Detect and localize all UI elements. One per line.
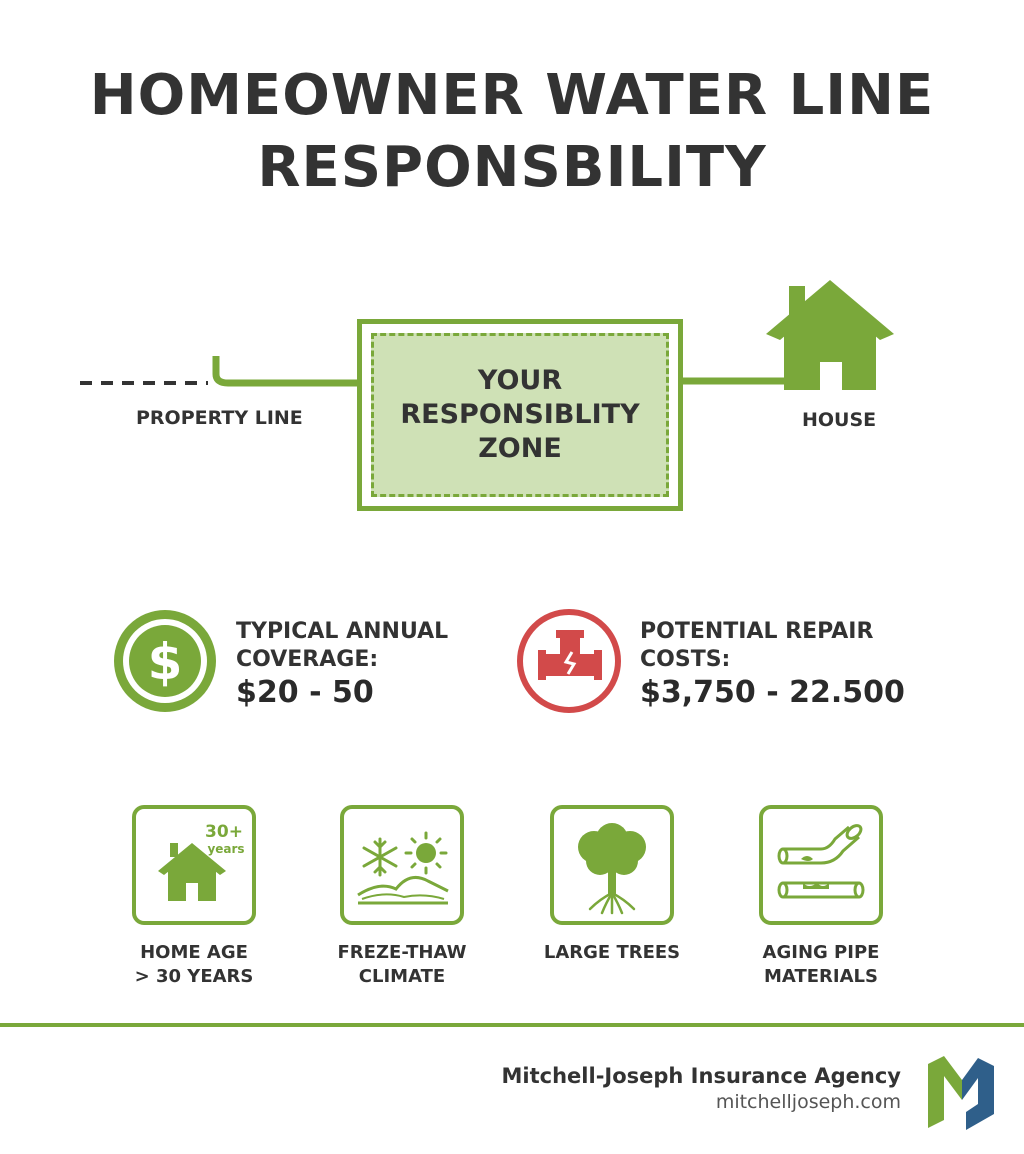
aging-pipe-icon — [759, 805, 883, 925]
dollar-icon — [112, 608, 218, 714]
factor-large-trees — [522, 805, 702, 965]
responsibility-zone — [357, 319, 683, 511]
tree-roots-icon — [550, 805, 674, 925]
company-logo — [926, 1054, 996, 1130]
sun-icon — [406, 833, 446, 873]
repair-label-1: POTENTIAL REPAIR — [640, 619, 874, 644]
factor-4-label-1: AGING PIPE — [762, 942, 880, 963]
old-house-icon — [132, 805, 256, 925]
factor-freeze-thaw — [312, 805, 492, 989]
zone-line-3: ZONE — [478, 433, 562, 464]
snowflake-icon — [364, 839, 396, 875]
annual-coverage-stat — [112, 608, 472, 718]
house-icon — [766, 280, 894, 390]
broken-pipe-icon — [516, 608, 622, 714]
coverage-value: $20 - 50 — [236, 675, 374, 710]
company-url[interactable]: mitchelljoseph.com — [715, 1091, 901, 1113]
page-title — [0, 60, 1024, 204]
footer-divider — [0, 1023, 1024, 1027]
factor-1-label-1: HOME AGE — [140, 942, 248, 963]
factor-2-label-1: FREZE-THAW — [337, 942, 467, 963]
repair-costs-stat — [516, 608, 936, 718]
freeze-thaw-icon — [340, 805, 464, 925]
factor-aging-pipes — [731, 805, 911, 989]
factor-1-label-2: > 30 YEARS — [134, 966, 254, 987]
title-line-2: RESPONSBILITY — [257, 135, 767, 200]
age-badge: 30+ — [205, 822, 243, 842]
zone-line-2: RESPONSIBLITY — [400, 399, 640, 430]
factor-3-label-1: LARGE TREES — [543, 942, 681, 963]
svg-text:$: $ — [147, 633, 183, 691]
age-badge-sub: years — [207, 842, 245, 856]
coverage-label-1: TYPICAL ANNUAL — [236, 619, 449, 644]
zone-line-1: YOUR — [477, 365, 563, 396]
repair-label-2: COSTS: — [640, 647, 731, 672]
coverage-label-2: COVERAGE: — [236, 647, 379, 672]
responsibility-zone-inner — [371, 333, 669, 497]
water-pipe-left — [216, 356, 360, 383]
repair-value: $3,750 - 22.500 — [640, 675, 905, 710]
factor-4-label-2: MATERIALS — [764, 966, 878, 987]
factor-2-label-2: CLIMATE — [358, 966, 446, 987]
property-line-label: PROPERTY LINE — [136, 407, 303, 429]
company-name: Mitchell-Joseph Insurance Agency — [501, 1064, 901, 1088]
responsibility-diagram — [0, 270, 1024, 480]
factor-home-age — [104, 805, 284, 989]
title-line-1: HOMEOWNER WATER LINE — [89, 63, 935, 128]
house-label: HOUSE — [802, 409, 877, 431]
